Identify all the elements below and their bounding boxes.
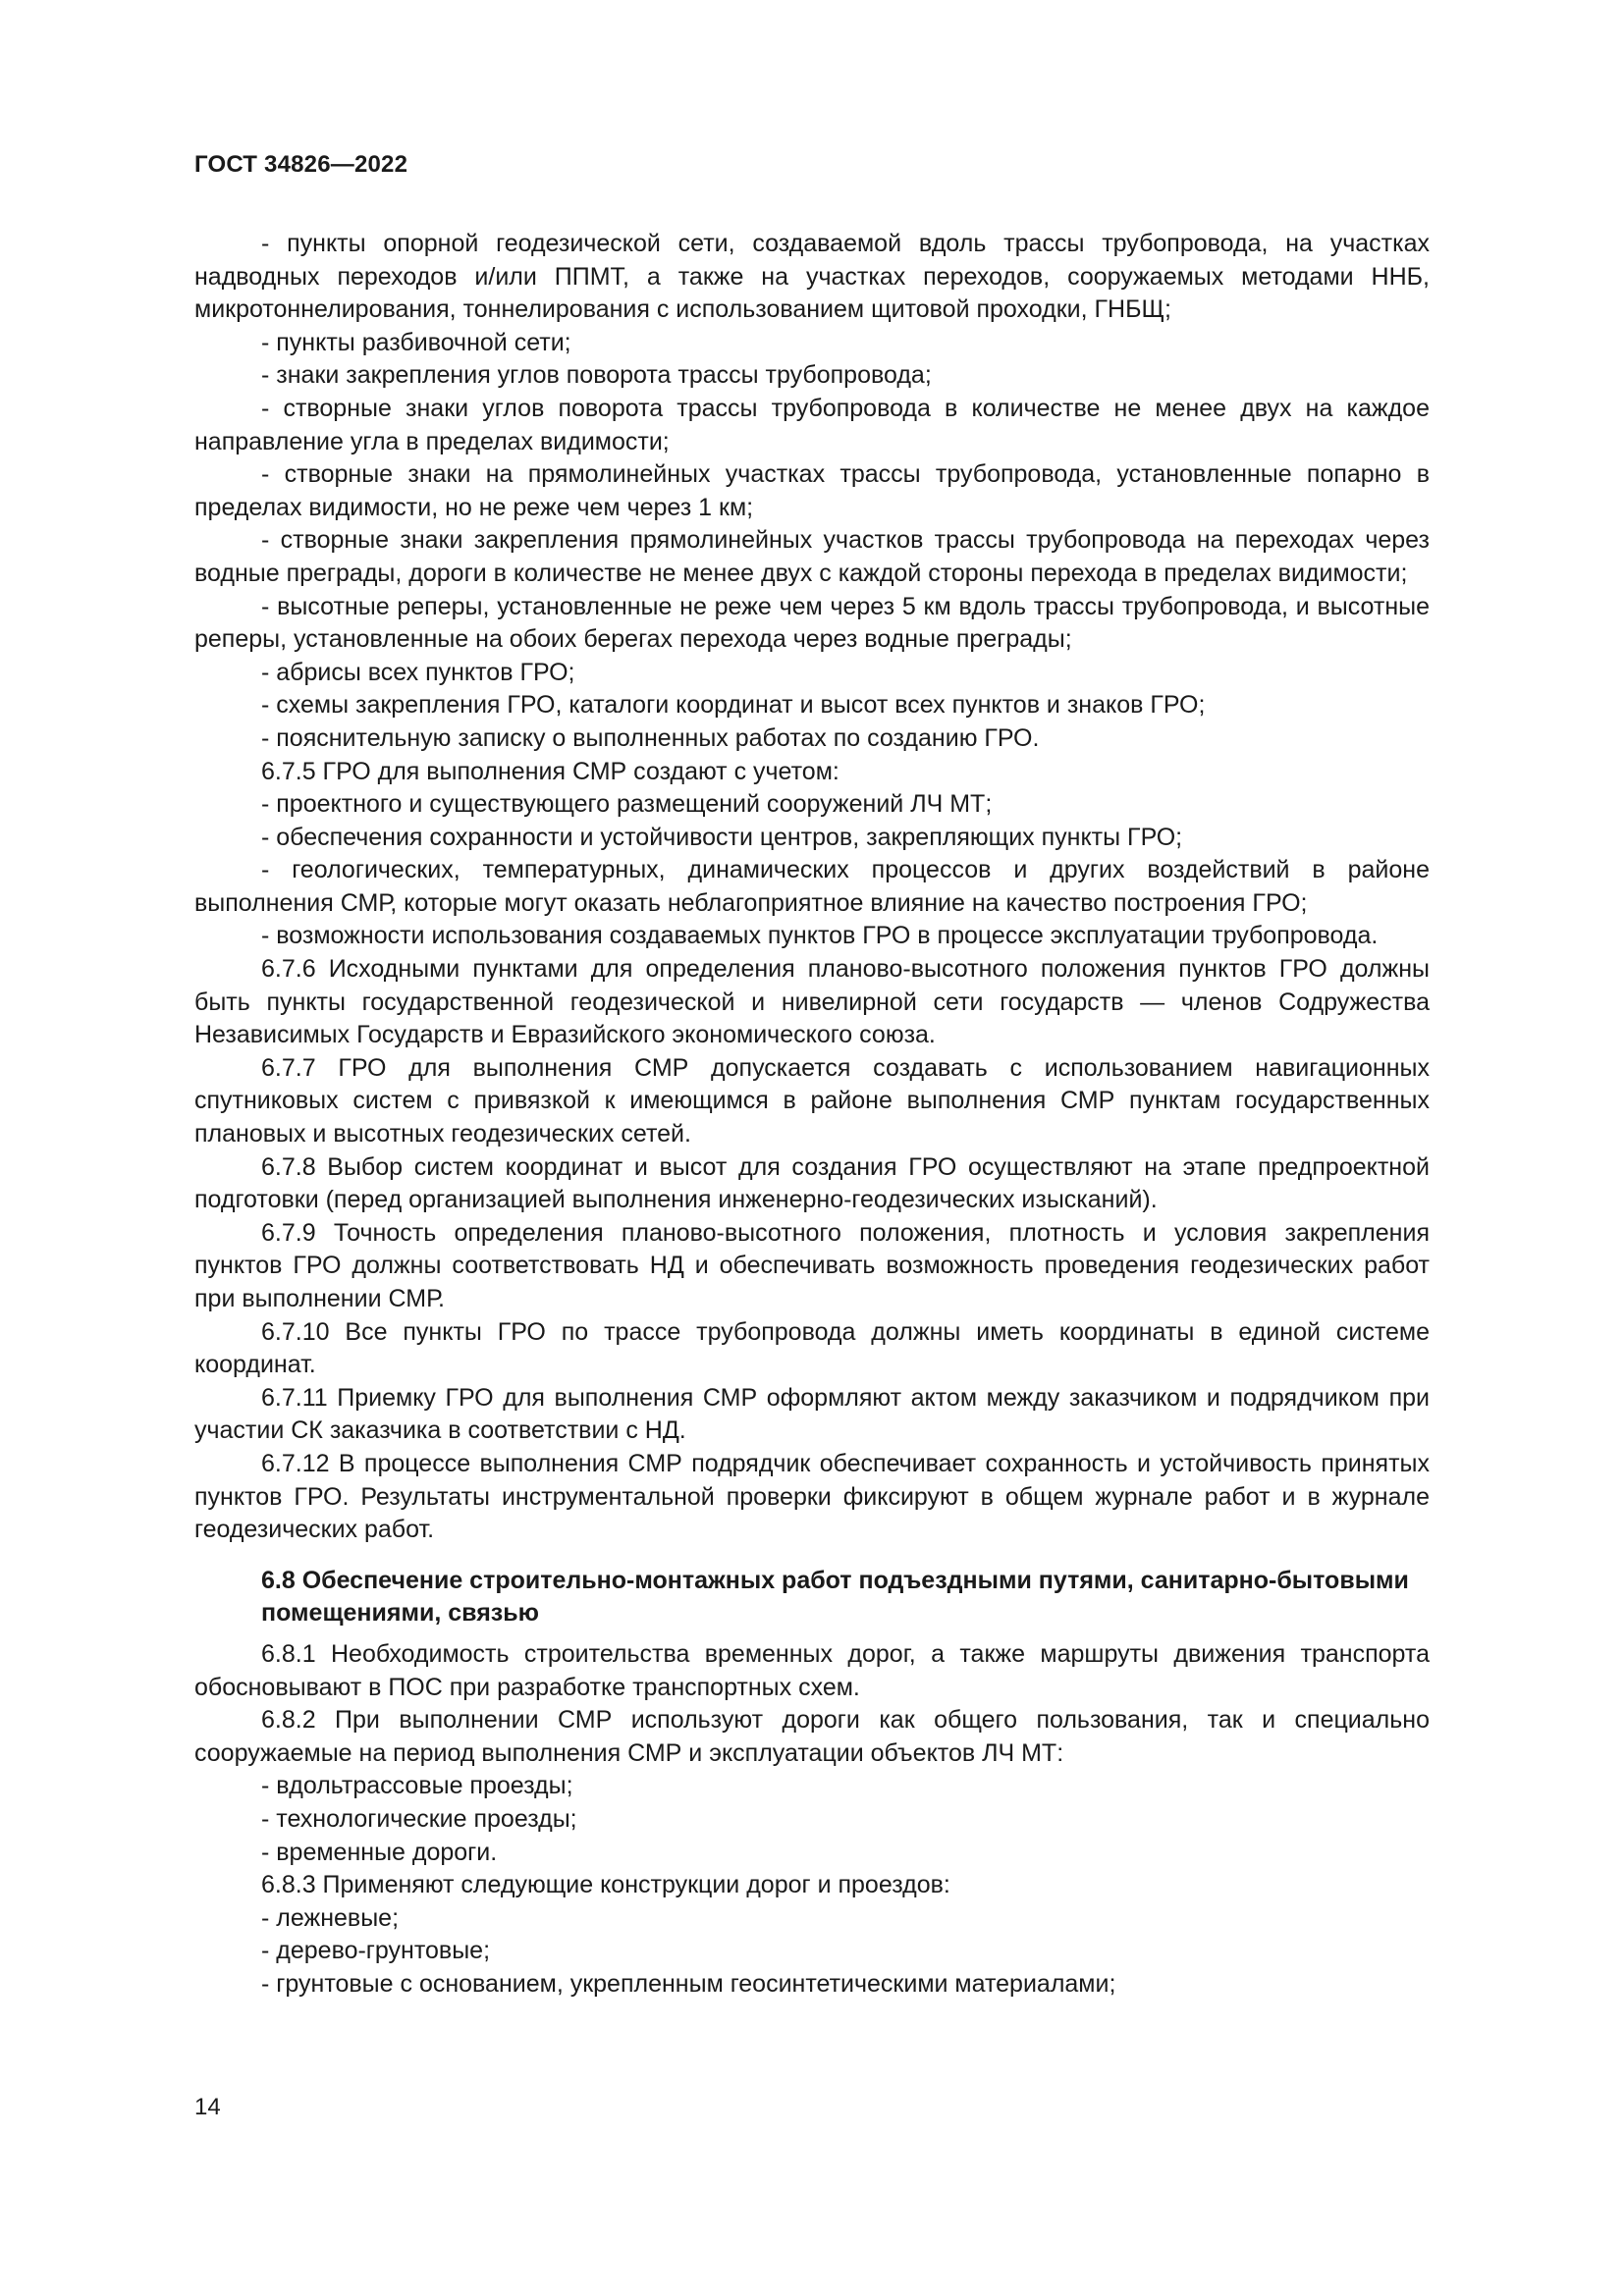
document-code-header: ГОСТ 34826—2022: [194, 151, 408, 178]
paragraph: - проектного и существующего размещений сооружений ЛЧ МТ;: [261, 790, 993, 819]
section-heading: 6.8 Обеспечение строительно-монтажных работ подъездными путями, санитарно-бытовыми помещениями, связью: [261, 1566, 1409, 1628]
paragraph: - пояснительную записку о выполненных работах по созданию ГРО.: [261, 723, 1040, 752]
paragraph: 6.7.10 Все пункты ГРО по трассе трубопровода должны иметь координаты в единой системе координат.: [194, 1317, 1430, 1379]
document-body: [194, 228, 1430, 2001]
paragraph: 6.7.12 В процессе выполнения СМР подрядчик обеспечивает сохранность и устойчивость принятых пунктов ГРО. Результаты инструментальной проверки фиксируют в общем журнале работ и в журнале геодезических работ.: [194, 1449, 1430, 1544]
paragraph: - вдольтрассовые проезды;: [261, 1772, 573, 1800]
paragraph: - абрисы всех пунктов ГРО;: [261, 658, 575, 686]
paragraph: - геологических, температурных, динамических процессов и других воздействий в районе выполнения СМР, которые могут оказать неблагоприятное влияние на качество построения ГРО;: [194, 856, 1430, 917]
paragraph: - технологические проезды;: [261, 1804, 577, 1833]
paragraph: - створные знаки углов поворота трассы трубопровода в количестве не менее двух на каждое направление угла в пределах видимости;: [194, 394, 1430, 455]
paragraph: 6.7.6 Исходными пунктами для определения планово-высотного положения пунктов ГРО должны быть пункты государственной геодезической и нивелирной сети государств — членов Содружества Независимых Государств и Евразийского экономического союза.: [194, 955, 1430, 1049]
paragraph: 6.7.7 ГРО для выполнения СМР допускается создавать с использованием навигационных спутниковых систем с привязкой к имеющимся в районе выполнения СМР пунктам государственных плановых и высотных геодезических сетей.: [194, 1053, 1430, 1148]
paragraph: - временные дороги.: [261, 1838, 498, 1866]
paragraph: 6.8.2 При выполнении СМР используют дороги как общего пользования, так и специально сооружаемые на период выполнения СМР и эксплуатации объектов ЛЧ МТ:: [194, 1706, 1430, 1767]
paragraph: - пункты разбивочной сети;: [261, 328, 571, 356]
paragraph: - створные знаки закрепления прямолинейных участков трассы трубопровода на переходах через водные преграды, дороги в количестве не менее двух с каждой стороны перехода в пределах видимости;: [194, 526, 1430, 587]
paragraph: - высотные реперы, установленные не реже чем через 5 км вдоль трассы трубопровода, и высотные реперы, установленные на обоих берегах перехода через водные преграды;: [194, 592, 1430, 654]
paragraph: - схемы закрепления ГРО, каталоги координат и высот всех пунктов и знаков ГРО;: [261, 691, 1206, 720]
paragraph: 6.8.3 Применяют следующие конструкции дорог и проездов:: [261, 1871, 950, 1899]
paragraph: - створные знаки на прямолинейных участках трассы трубопровода, установленные попарно в пределах видимости, но не реже чем через 1 км;: [194, 460, 1430, 521]
paragraph: - пункты опорной геодезической сети, создаваемой вдоль трассы трубопровода, на участках надводных переходов и/или ППМТ, а также на участках переходов, сооружаемых методами ННБ, микротоннелирования, тоннелирования с использованием щитовой проходки, ГНБЩ;: [194, 230, 1430, 324]
paragraph: 6.7.5 ГРО для выполнения СМР создают с учетом:: [261, 757, 839, 785]
paragraph: - дерево-грунтовые;: [261, 1937, 491, 1965]
paragraph: 6.7.8 Выбор систем координат и высот для создания ГРО осуществляют на этапе предпроектной подготовки (перед организацией выполнения инженерно-геодезических изысканий).: [194, 1152, 1430, 1214]
paragraph: 6.7.11 Приемку ГРО для выполнения СМР оформляют актом между заказчиком и подрядчиком при участии СК заказчика в соответствии с НД.: [194, 1383, 1430, 1445]
paragraph: - лежневые;: [261, 1903, 400, 1932]
paragraph: - грунтовые с основанием, укрепленным геосинтетическими материалами;: [261, 1969, 1116, 1998]
paragraph: - знаки закрепления углов поворота трассы трубопровода;: [261, 361, 932, 390]
page-number: 14: [194, 2094, 221, 2120]
paragraph: - обеспечения сохранности и устойчивости центров, закрепляющих пункты ГРО;: [261, 823, 1183, 851]
paragraph: - возможности использования создаваемых пунктов ГРО в процессе эксплуатации трубопровода.: [261, 922, 1379, 950]
paragraph: 6.8.1 Необходимость строительства временных дорог, а также маршруты движения транспорта обосновывают в ПОС при разработке транспортных схем.: [194, 1639, 1430, 1701]
paragraph: 6.7.9 Точность определения планово-высотного положения, плотность и условия закрепления пунктов ГРО должны соответствовать НД и обеспечивать возможность проведения геодезических работ при выполнении СМР.: [194, 1218, 1430, 1312]
